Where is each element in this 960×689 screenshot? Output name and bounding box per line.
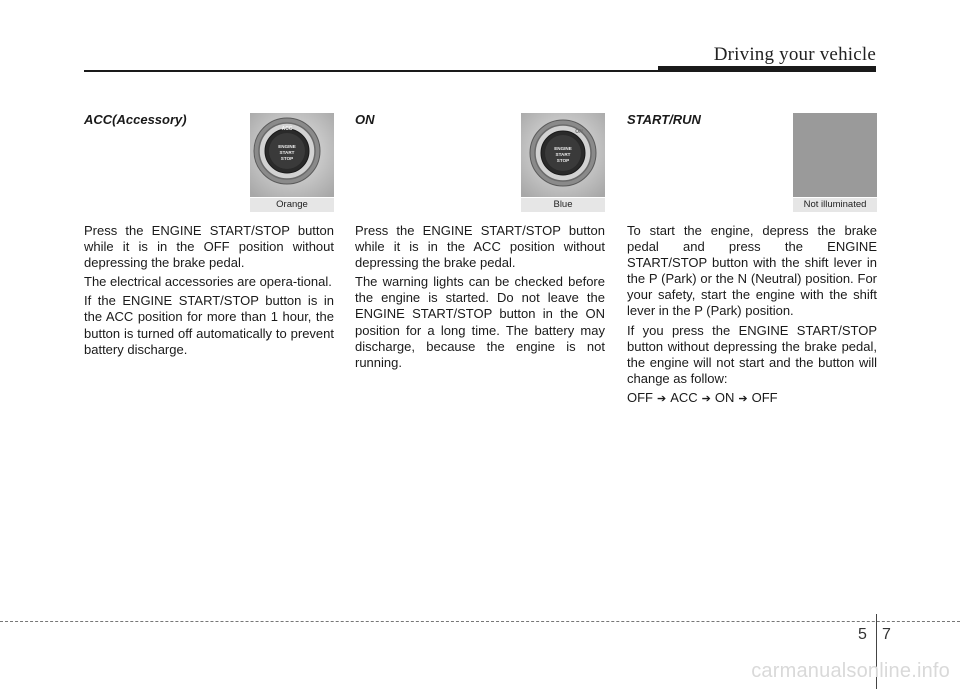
button-ring-label: ACC bbox=[281, 126, 293, 132]
section-title-start-run: START/RUN bbox=[627, 112, 701, 127]
paragraph: The warning lights can be checked before the engine is started. Do not leave the ENGINE START/STOP button in the ON position for a long time. The battery may discharge, because the engine is not running. bbox=[355, 274, 605, 370]
section-body-acc bbox=[84, 223, 334, 361]
state-label: OFF bbox=[751, 389, 778, 405]
paragraph: To start the engine, depress the brake pedal and press the ENGINE START/STOP button with the shift lever in the P (Park) or the N (Neutral) position. For your safety, start the engine with the shift lever in the P (Park) position. bbox=[627, 223, 877, 319]
state-label: ON bbox=[714, 389, 735, 405]
button-text-line: STOP bbox=[556, 158, 570, 163]
section-title-acc: ACC(Accessory) bbox=[84, 112, 187, 127]
watermark: carmanualsonline.info bbox=[751, 660, 950, 682]
page-number: 7 bbox=[882, 626, 891, 643]
photo-caption-acc: Orange bbox=[250, 197, 334, 212]
paragraph: If the ENGINE START/STOP button is in the ACC position for more than 1 hour, the button is turned off automatically to prevent battery discharge. bbox=[84, 293, 334, 357]
start-button-photo-acc bbox=[250, 113, 334, 197]
start-button-photo-on bbox=[521, 113, 605, 197]
engine-start-button-icon bbox=[521, 113, 605, 197]
start-button-photo-start-run bbox=[793, 113, 877, 197]
state-label: OFF bbox=[627, 389, 653, 405]
section-title-on: ON bbox=[355, 112, 375, 127]
button-text-line: ENGINE bbox=[278, 144, 296, 149]
section-body-on bbox=[355, 223, 605, 374]
paragraph: Press the ENGINE START/STOP button while it is in the OFF position without depressing the brake pedal. bbox=[84, 223, 334, 271]
button-text-line: ENGINE bbox=[554, 146, 572, 151]
button-text-line: START bbox=[279, 150, 295, 155]
paragraph: Press the ENGINE START/STOP button while it is in the ACC position without depressing the brake pedal. bbox=[355, 223, 605, 271]
state-label: ACC bbox=[670, 389, 698, 405]
state-sequence bbox=[627, 390, 877, 407]
page-section-title: Driving your vehicle bbox=[713, 44, 876, 65]
arrow-right-icon: ➔ bbox=[738, 392, 748, 405]
footer-rule bbox=[0, 621, 960, 622]
button-text-line: STOP bbox=[280, 156, 294, 161]
paragraph: The electrical accessories are opera-tional. bbox=[84, 274, 332, 290]
arrow-right-icon: ➔ bbox=[701, 392, 711, 405]
photo-caption-start-run: Not illuminated bbox=[793, 197, 877, 212]
arrow-right-icon: ➔ bbox=[657, 392, 667, 405]
photo-caption-on: Blue bbox=[521, 197, 605, 212]
engine-start-button-icon bbox=[250, 113, 334, 197]
button-text-line: START bbox=[555, 152, 571, 157]
button-ring-label: ON bbox=[575, 129, 583, 135]
header-rule-thick bbox=[658, 66, 876, 72]
chapter-number: 5 bbox=[858, 626, 867, 643]
section-body-start-run bbox=[627, 223, 877, 410]
paragraph: If you press the ENGINE START/STOP button without depressing the brake pedal, the engine will not start and the button will change as follow: bbox=[627, 322, 877, 386]
